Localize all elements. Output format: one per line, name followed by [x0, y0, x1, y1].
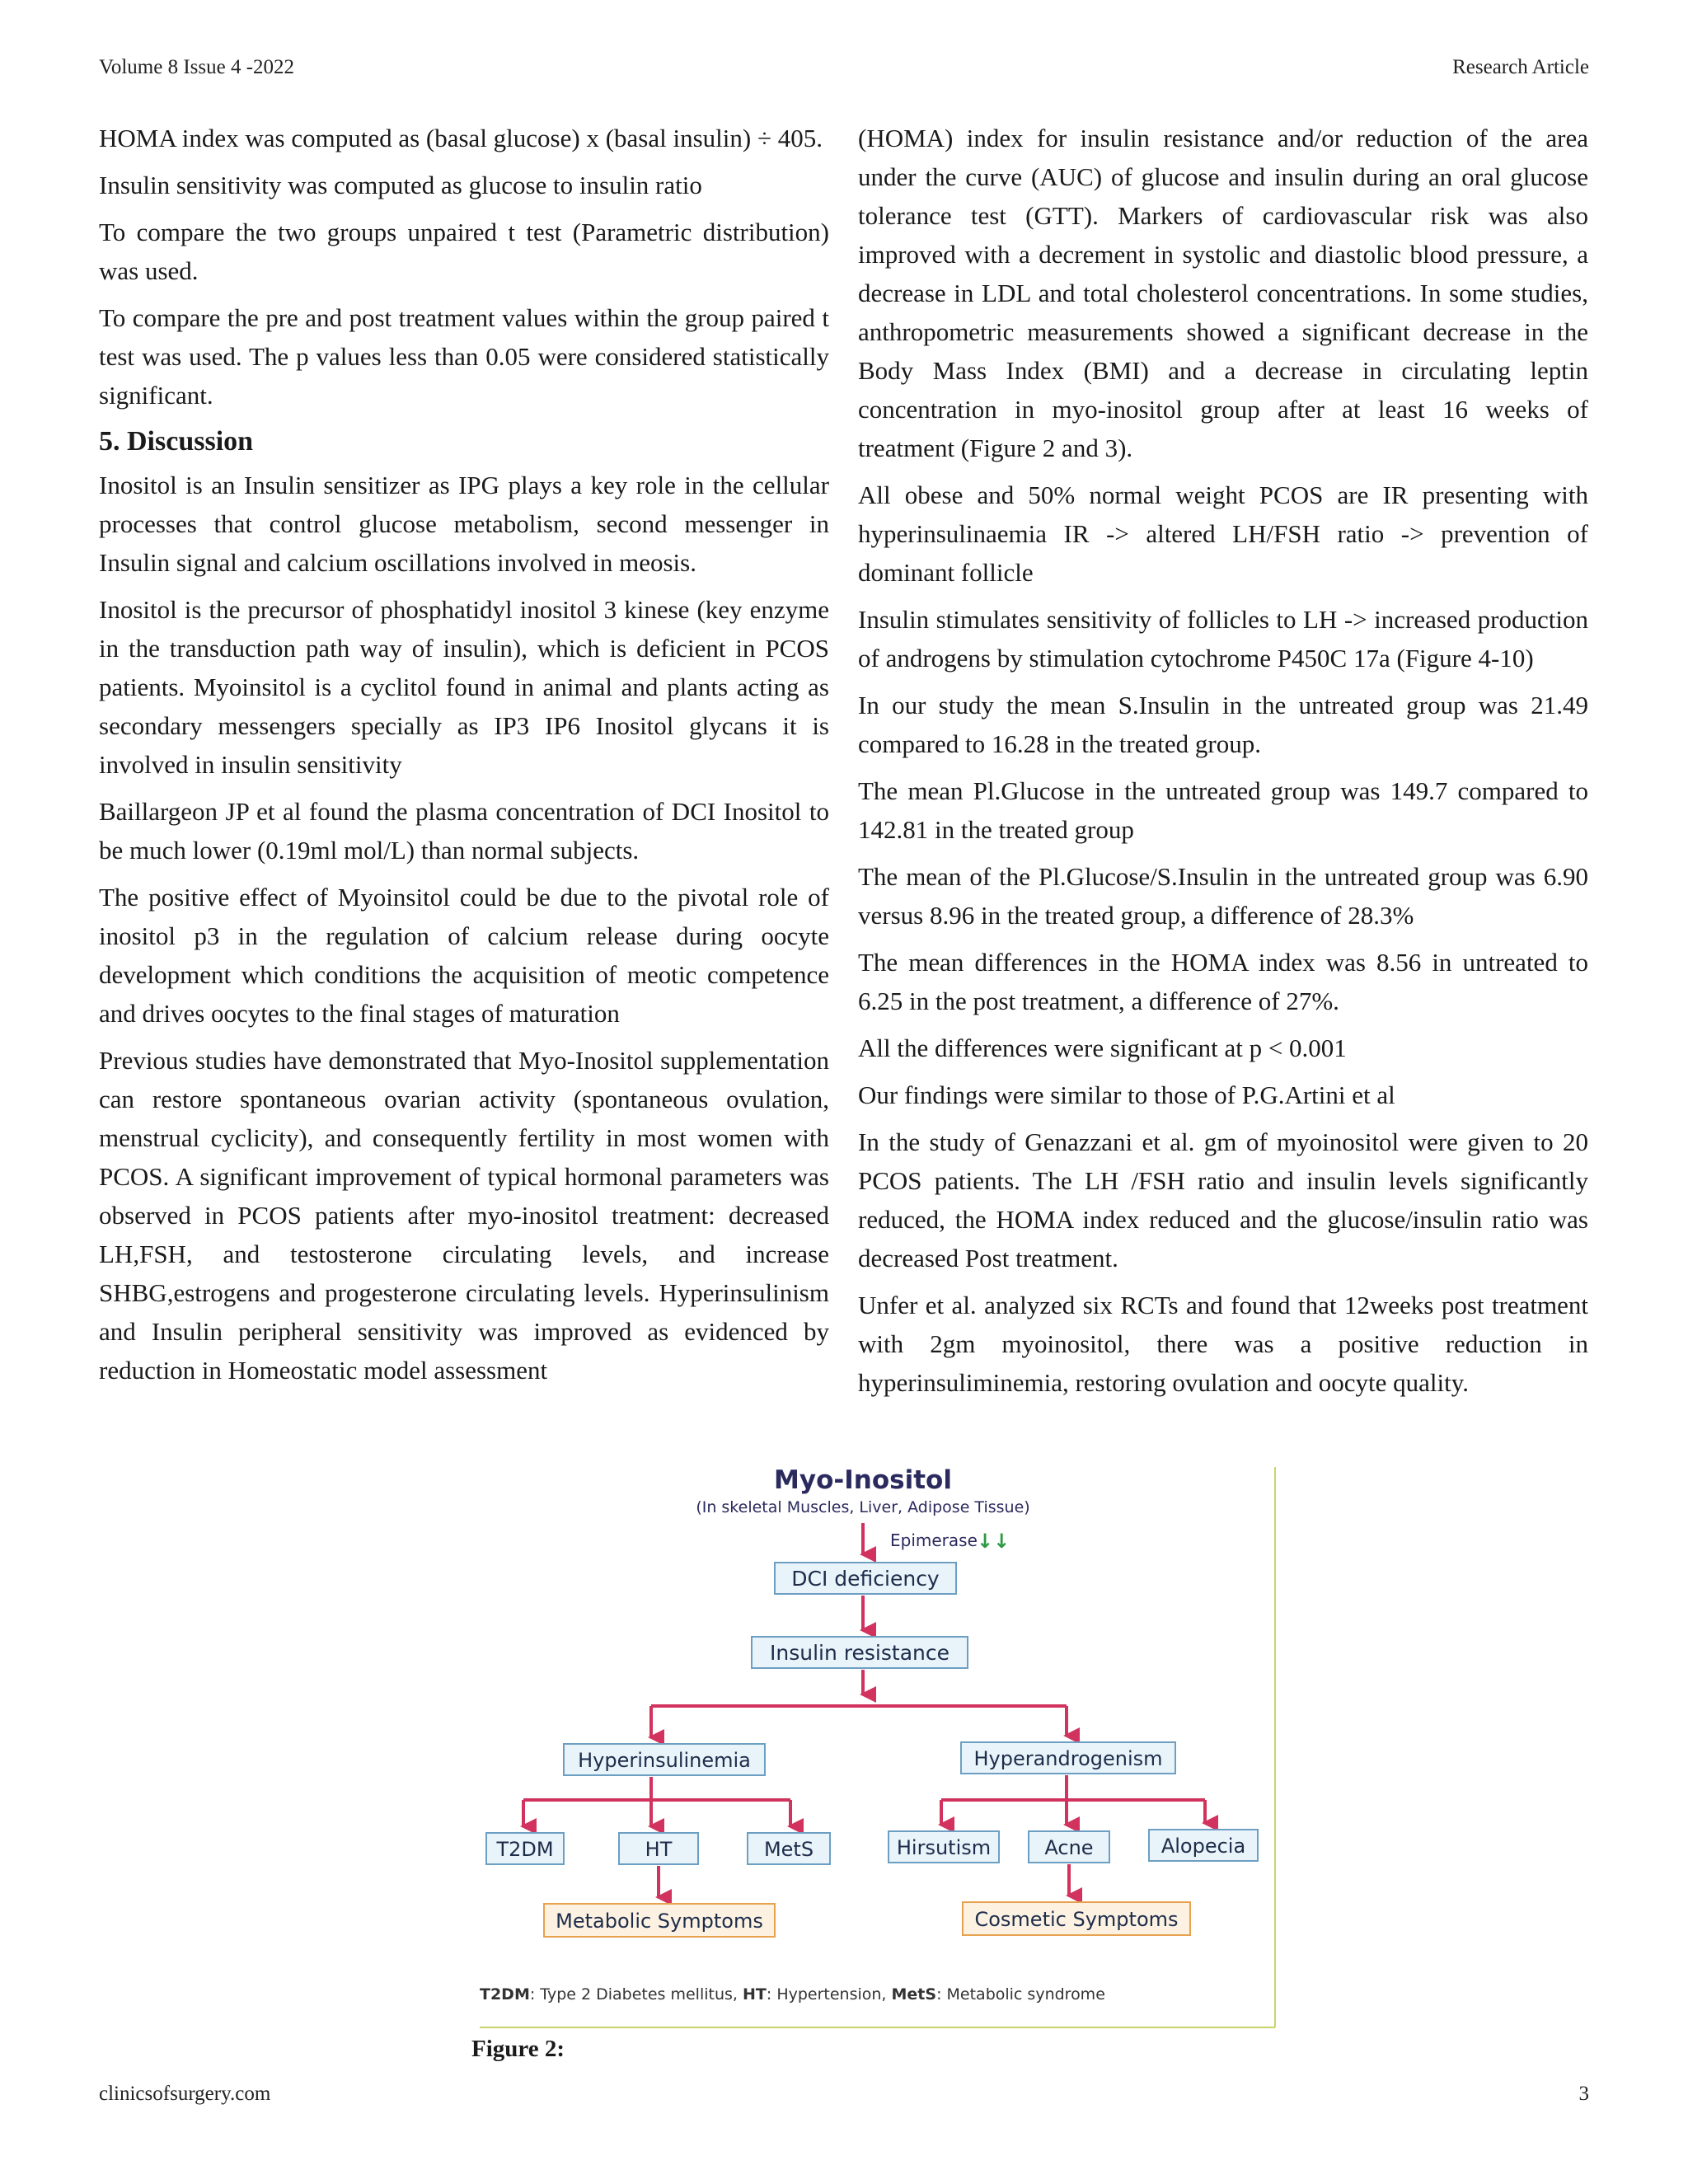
paragraph: The mean of the Pl.Glucose/S.Insulin in the untreated group was 6.90 versus 8.96 in the treated group, a difference of 28.3%	[858, 862, 1588, 930]
legend-ht-def: : Hypertension,	[766, 1985, 892, 2004]
paragraph: (HOMA) index for insulin resistance and/or reduction of the area under the curve (AUC) of glucose and insulin during an oral glucose tolerance test (GTT). Markers of cardiovascular risk was also improved with a decrement in systolic and diastolic blood pressure, a decrease in LDL and total cholesterol concentrations. In some studies, anthropometric measurements showed a significant decrease in the Body Mass Index (BMI) and a decrease in circulating leptin concentration in myo-inositol group after at least 16 weeks of treatment (Figure 2 and 3).	[858, 124, 1588, 462]
paragraph: To compare the two groups unpaired t test (Parametric distribution) was used.	[99, 218, 829, 285]
paragraph: Unfer et al. analyzed six RCTs and found that 12weeks post treatment with 2gm myoinositol, there was a positive reduction in hyperinsuliminemia, restoring ovulation and oocyte quality.	[858, 1291, 1588, 1397]
section-heading: 5. Discussion	[99, 426, 254, 457]
legend-t2dm-abbr: T2DM	[480, 1985, 530, 2004]
left-column	[99, 119, 829, 1398]
acne-label: Acne	[1044, 1836, 1094, 1859]
metabolic-symptoms-label: Metabolic Symptoms	[556, 1910, 763, 1933]
article-type: Research Article	[1452, 56, 1589, 78]
figure-subtitle: (In skeletal Muscles, Liver, Adipose Tissue)	[696, 1498, 1030, 1516]
t2dm-label: T2DM	[496, 1838, 554, 1861]
alopecia-label: Alopecia	[1160, 1835, 1246, 1858]
footer-site[interactable]: clinicsofsurgery.com	[99, 2083, 271, 2105]
paragraph: Inositol is the precursor of phosphatidyl inositol 3 kinese (key enzyme in the transduction path way of insulin), which is deficient in PCOS patients. Myoinsitol is a cyclitol found in animal and plants acting as secondary messengers specially as IP3 IP6 Inositol glycans it is involved in insulin sensitivity	[99, 595, 829, 779]
paragraph: In the study of Genazzani et al. gm of myoinositol were given to 20 PCOS patients. The LH /FSH ratio and insulin levels significantly reduced, the HOMA index reduced and the glucose/insulin ratio was decreased Post treatment.	[858, 1127, 1588, 1272]
paragraph: The positive effect of Myoinsitol could be due to the pivotal role of inositol p3 in the regulation of calcium release during oocyte development which conditions the acquisition of meotic competence and drives oocytes to the final stages of maturation	[99, 883, 829, 1028]
figure-caption: Figure 2:	[471, 2036, 565, 2062]
legend-mets-abbr: MetS	[891, 1985, 937, 2004]
page-number: 3	[1578, 2083, 1589, 2105]
paragraph: The mean differences in the HOMA index was 8.56 in untreated to 6.25 in the post treatment, a difference of 27%.	[858, 948, 1588, 1015]
hyperandrogenism-label: Hyperandrogenism	[973, 1747, 1163, 1770]
paragraph: Insulin sensitivity was computed as glucose to insulin ratio	[99, 171, 702, 199]
paragraph: Previous studies have demonstrated that Myo-Inositol supplementation can restore spontaneous ovarian activity (spontaneous ovulation, menstrual cyclicity), and consequently fertility in most women with PCOS. A significant improvement of typical hormonal parameters was observed in PCOS patients after myo-inositol treatment: decreased LH,FSH, and testosterone circulating levels, and increase SHBG,estrogens and progesterone circulating levels. Hyperinsulinism and Insulin peripheral sensitivity was improved as evidenced by reduction in Homeostatic model assessment	[99, 1046, 829, 1385]
cosmetic-symptoms-label: Cosmetic Symptoms	[974, 1908, 1179, 1931]
paragraph: All obese and 50% normal weight PCOS are IR presenting with hyperinsulinaemia IR -> altered LH/FSH ratio -> prevention of dominant follicle	[858, 480, 1588, 587]
legend-t2dm-def: : Type 2 Diabetes mellitus,	[529, 1985, 743, 2004]
paragraph: HOMA index was computed as (basal glucose) x (basal insulin) ÷ 405.	[99, 124, 823, 152]
hirsutism-label: Hirsutism	[896, 1836, 992, 1859]
paragraph: Inositol is an Insulin sensitizer as IPG plays a key role in the cellular processes that control glucose metabolism, second messenger in Insulin signal and calcium oscillations involved in meosis.	[99, 471, 829, 577]
legend-mets-def: : Metabolic syndrome	[936, 1985, 1105, 2004]
right-column	[858, 119, 1588, 1410]
dci-deficiency-label: DCI deficiency	[791, 1567, 940, 1591]
paragraph: Baillargeon JP et al found the plasma concentration of DCI Inositol to be much lower (0.19ml mol/L) than normal subjects.	[99, 797, 829, 865]
epimerase-down-arrows: ↓↓	[977, 1530, 1010, 1553]
ht-label: HT	[645, 1838, 673, 1861]
paragraph: To compare the pre and post treatment values within the group paired t test was used. The p values less than 0.05 were considered statistically significant.	[99, 303, 829, 410]
paragraph: Insulin stimulates sensitivity of follicles to LH -> increased production of androgens by stimulation cytochrome P450C 17a (Figure 4-10)	[858, 605, 1588, 673]
figure-title: Myo-Inositol	[774, 1465, 952, 1495]
journal-volume: Volume 8 Issue 4 -2022	[99, 56, 295, 78]
flowchart-svg	[471, 1459, 1320, 2036]
epimerase-label: Epimerase	[890, 1530, 978, 1550]
mets-label: MetS	[763, 1838, 814, 1861]
insulin-resistance-label: Insulin resistance	[770, 1641, 950, 1665]
hyperinsulinemia-label: Hyperinsulinemia	[578, 1749, 751, 1772]
paragraph: All the differences were significant at p < 0.001	[858, 1033, 1347, 1062]
figure-legend	[480, 1985, 1105, 2004]
legend-ht-abbr: HT	[743, 1985, 767, 2004]
figure-flowchart	[471, 1459, 1320, 2052]
paragraph: In our study the mean S.Insulin in the untreated group was 21.49 compared to 16.28 in the treated group.	[858, 691, 1588, 758]
paragraph: Our findings were similar to those of P.G.Artini et al	[858, 1080, 1395, 1109]
paragraph: The mean Pl.Glucose in the untreated group was 149.7 compared to 142.81 in the treated group	[858, 776, 1588, 844]
